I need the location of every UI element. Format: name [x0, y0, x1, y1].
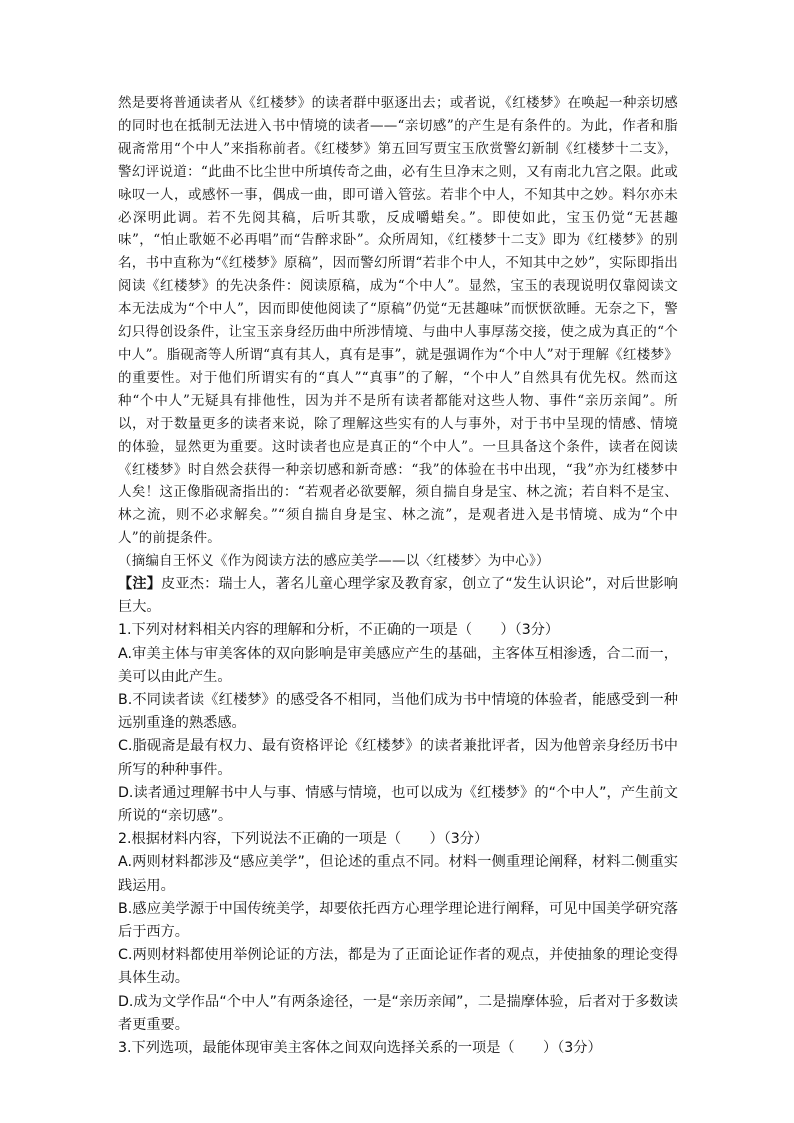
passage-source: （摘编自王怀义《作为阅读方法的感应美学——以〈红楼梦〉为中心》） — [118, 553, 550, 570]
note-text: 皮亚杰：瑞士人，著名儿童心理学家及教育家，创立了“发生认识论”，对后世影响巨大。 — [118, 576, 678, 616]
question-2-option-a[interactable]: A.两则材料都涉及“感应美学”，但论述的重点不同。材料一侧重理论阐释，材料二侧重实践运用。 — [118, 854, 678, 894]
question-1-option-b[interactable]: B.不同读者读《红楼梦》的感受各不相同，当他们成为书中情境的体验者，能感受到一种远别重逢的熟悉感。 — [118, 692, 678, 732]
reading-passage — [118, 92, 678, 573]
question-1-option-c[interactable]: C.脂砚斋是最有权力、最有资格评论《红楼梦》的读者兼批评者，因为他曾亲身经历书中所写的种种事件。 — [118, 738, 678, 778]
question-2-option-b[interactable]: B.感应美学源于中国传统美学，却要依托西方心理学理论进行阐释，可见中国美学研究落后于西方。 — [118, 900, 678, 941]
question-1-option-a[interactable]: A.审美主体与审美客体的双向影响是审美感应产生的基础，主客体互相渗透，合二而一，美可以由此产生。 — [118, 645, 678, 685]
exam-page — [118, 92, 678, 1060]
question-1-option-d[interactable]: D.读者通过理解书中人与事、情感与情境，也可以成为《红楼梦》的“个中人”，产生前文所说的“亲切感”。 — [118, 784, 678, 825]
passage-paragraph: 然是要将普通读者从《红楼梦》的读者群中驱逐出去；或者说，《红楼梦》在唤起一种亲切感的同时也在抵制无法进入书中情境的读者——“亲切感”的产生是有条件的。为此，作者和脂砚斋常用“个中人”来指称前者。《红楼梦》第五回写贾宝玉欣赏警幻新制《红楼梦十二支》，警幻评说道：“此曲不比尘世中所填传奇之曲，必有生旦净末之则，又有南北九宫之限。此或咏叹一人，或感怀一事，偶成一曲，即可谱入管弦。若非个中人，不知其中之妙。料尔亦未必深明此调。若不先阅其稿，后听其歌，反成嚼蜡矣。”。即使如此，宝玉仍觉“无甚趣味”，“怕止歌姬不必再唱”而“告醉求卧”。众所周知，《红楼梦十二支》即为《红楼梦》的别名，书中直称为“《红楼梦》原稿”，因而警幻所谓“若非个中人，不知其中之妙”，实际即指出阅读《红楼梦》的先决条件：阅读原稿，成为“个中人”。显然，宝玉的表现说明仅靠阅读文本无法成为“个中人”，因而即使他阅读了“原稿”仍觉“无甚趣味”而恹恹欲睡。无奈之下，警幻只得创设条件，让宝玉亲身经历曲中所涉情境、与曲中人事厚荡交接，使之成为真正的“个中人”。脂砚斋等人所谓“真有其人，真有是事”，就是强调作为“个中人”对于理解《红楼梦》的重要性。对于他们所谓实有的“真人”“真事”的了解，“个中人”自然具有优先权。然而这种“个中人”无疑具有排他性，因为并不是所有读者都能对这些人物、事件“亲历亲闻”。所以，对于数量更多的读者来说，除了理解这些实有的人与事外，对于书中呈现的情感、情境的体验，显然更为重要。这时读者也应是真正的“个中人”。一旦具备这个条件，读者在阅读《红楼梦》时自然会获得一种亲切感和新奇感：“我”的体验在书中出现，“我”亦为红楼梦中人矣！这正像脂砚斋指出的：“若观者必欲要解，须自揣自身是宝、林之流；若自料不是宝、林之流，则不必求解矣。”“须自揣自身是宝、林之流”，是观者进入是书情境、成为“个中人”的前提条件。 — [118, 95, 678, 547]
question-1-stem: 1.下列对材料相关内容的理解和分析，不正确的一项是（ ）（3分） — [118, 622, 560, 639]
question-2-option-d[interactable]: D.成为文学作品“个中人”有两条途径，一是“亲历亲闻”，二是揣摩体验，后者对于多数读者更重要。 — [118, 993, 678, 1033]
question-2-stem: 2.根据材料内容，下列说法不正确的一项是（ ）（3分） — [118, 831, 489, 848]
question-2-option-c[interactable]: C.两则材料都使用举例论证的方法，都是为了正面论证作者的观点，并使抽象的理论变得具体生动。 — [118, 947, 678, 987]
question-section — [118, 573, 678, 1060]
note — [118, 573, 678, 619]
note-label: 【注】 — [118, 576, 162, 593]
question-3-stem: 3.下列选项，最能体现审美主客体之间双向选择关系的一项是（ ）（3分） — [118, 1040, 602, 1057]
